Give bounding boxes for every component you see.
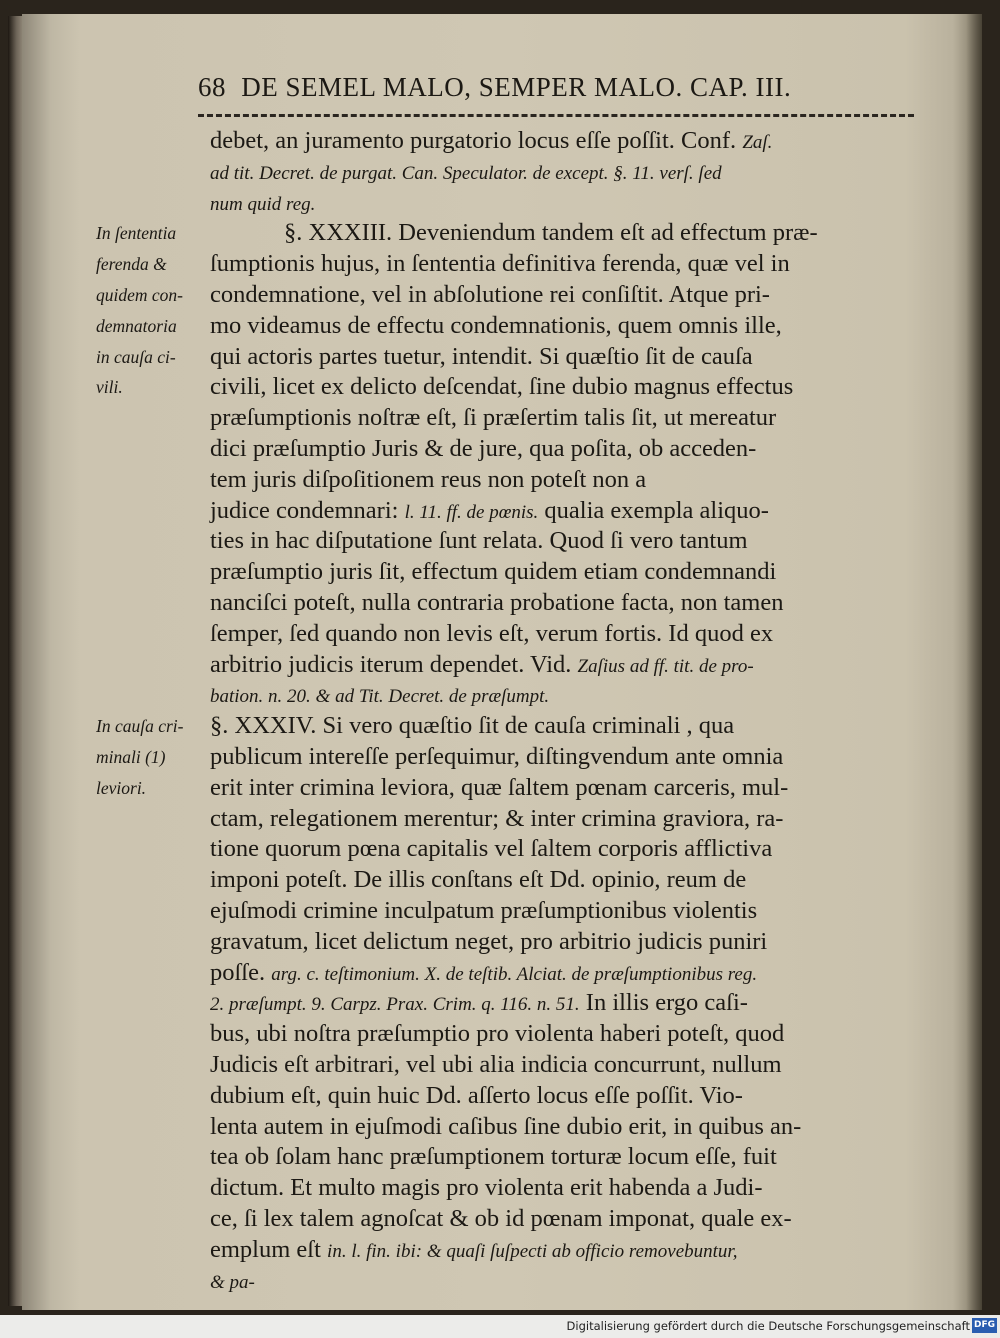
text-line <box>210 680 549 710</box>
line-text: condemnatione, vel in abſolutione rei conſiſtit. Atque pri- <box>210 281 770 308</box>
text-line <box>210 650 754 680</box>
line-citation: l. 11. ff. de pœnis. <box>404 501 539 523</box>
line-text: judice condemnari: <box>210 496 405 524</box>
text-line <box>210 465 646 495</box>
line-text: §. XXXIV. Si vero quæſtio ſit de cauſa criminali , qua <box>210 712 735 740</box>
line-citation: ad tit. Decret. de purgat. Can. Speculator. de except. §. 11. verſ. ſed <box>210 162 722 184</box>
running-title: DE SEMEL MALO, SEMPER MALO. CAP. III. <box>241 72 792 102</box>
line-text: tione quorum pœna capitalis vel ſaltem corporis afflictiva <box>210 835 773 863</box>
text-line <box>210 434 756 464</box>
text-line <box>210 311 782 341</box>
line-text: dici præſumptio Juris & de jure, qua poſita, ob acceden- <box>210 435 757 462</box>
line-text: erit inter crimina leviora, quæ ſaltem pœnam carceris, mul- <box>210 773 789 801</box>
line-citation: num quid reg. <box>210 193 316 215</box>
text-line <box>210 1019 784 1049</box>
text-line <box>210 773 788 803</box>
line-text: civili, licet ex delicto deſcendat, ſine dubio magnus effectus <box>210 373 794 401</box>
line-text: tea ob ſolam hanc præſumptionem torturæ locum eſſe, fuit <box>210 1143 777 1171</box>
text-line <box>210 1112 801 1142</box>
text-line <box>210 188 315 218</box>
text-line <box>210 865 746 895</box>
line-citation: & pa- <box>210 1271 255 1293</box>
line-text: arbitrio judicis iterum dependet. Vid. <box>210 650 578 678</box>
line-text: præſumptionis noſtræ eſt, ſi præſertim talis ſit, ut mereatur <box>210 404 777 432</box>
footer-credit: Digitalisierung gefördert durch die Deutsche Forschungsgemeinschaft <box>566 1319 970 1333</box>
text-line <box>210 588 783 618</box>
line-text: præſumptio juris ſit, effectum quidem etiam condemnandi <box>210 558 777 586</box>
line-text: Judicis eſt arbitrari, vel ubi alia indicia concurrunt, nullum <box>210 1051 782 1078</box>
line-text: dubium eſt, quin huic Dd. aſſerto locus eſſe poſſit. Vio- <box>210 1081 743 1109</box>
book-spine-edge <box>8 16 22 1306</box>
line-text: tem juris diſpoſitionem reus non poteſt non a <box>210 465 647 493</box>
text-line <box>210 834 772 864</box>
text-line <box>210 496 769 526</box>
line-text: emplum eſt <box>210 1235 328 1263</box>
page-number: 68 <box>198 72 226 102</box>
line-text: dictum. Et multo magis pro violenta erit habenda a Judi- <box>210 1174 763 1202</box>
line-text: imponi poteſt. De illis conſtans eſt Dd. opinio, reum de <box>210 866 747 894</box>
text-line <box>210 711 734 741</box>
line-citation: 2. præſumpt. 9. Carpz. Prax. Crim. q. 116. n. 51. <box>210 994 580 1016</box>
text-line <box>210 157 722 187</box>
line-citation: Zaſius ad ff. tit. de pro- <box>577 655 754 677</box>
line-text: ejuſmodi crimine inculpatum præſumptionibus violentis <box>210 897 758 924</box>
line-text: bus, ubi noſtra præſumptio pro violenta haberi poteſt, quod <box>210 1020 785 1048</box>
text-line <box>210 249 790 279</box>
text-line <box>210 958 757 988</box>
header-rule <box>198 114 914 117</box>
line-text: ties in hac diſputatione ſunt relata. Quod ſi vero tantum <box>210 527 748 555</box>
text-line <box>210 1266 255 1296</box>
line-text: nanciſci poteſt, nulla contraria probatione facta, non tamen <box>210 589 784 616</box>
margin-note: leviori. <box>96 777 147 798</box>
text-line <box>210 927 767 957</box>
text-line <box>210 280 770 310</box>
text-line <box>210 526 748 556</box>
line-text: qui actoris partes tuetur, intendit. Si quæſtio ſit de cauſa <box>210 342 753 370</box>
line-text: ctam, relegationem merentur; & inter crimina graviora, ra- <box>210 804 784 832</box>
margin-note: ferenda & <box>96 254 167 275</box>
line-text: poſſe. <box>210 958 272 986</box>
margin-note: vili. <box>96 377 123 398</box>
text-line <box>210 342 753 372</box>
line-tail: qualia exempla aliquo- <box>538 496 769 524</box>
dfg-logo: DFG <box>972 1318 997 1333</box>
line-text: publicum intereſſe perſequimur, diſtingvendum ante omnia <box>210 743 784 770</box>
text-line <box>210 742 783 772</box>
line-text: mo videamus de effectu condemnationis, quem omnis ille, <box>210 311 782 339</box>
text-line <box>210 988 748 1018</box>
text-line <box>210 1142 777 1172</box>
book-page <box>22 14 982 1310</box>
running-header <box>198 72 918 116</box>
line-citation: Zaſ. <box>742 132 773 153</box>
line-citation: in. l. fin. ibi: & quaſi ſuſpecti ab officio removebuntur, <box>327 1240 738 1262</box>
line-citation: bation. n. 20. & ad Tit. Decret. de præſumpt. <box>210 686 550 708</box>
line-text: ce, ſi lex talem agnoſcat & ob id pœnam imponat, quale ex- <box>210 1205 792 1232</box>
text-line <box>210 372 793 402</box>
line-text: ſumptionis hujus, in ſententia definitiva ferenda, quæ vel in <box>210 250 790 278</box>
text-line <box>210 557 776 587</box>
line-text: debet, an juramento purgatorio locus eſſe poſſit. Conf. <box>210 127 743 154</box>
text-line <box>210 1050 782 1080</box>
text-line <box>210 804 783 834</box>
text-line <box>210 126 772 156</box>
text-line <box>210 1081 743 1111</box>
text-line <box>210 1235 737 1265</box>
margin-note: demnatoria <box>96 315 177 336</box>
margin-note: minali (1) <box>96 747 166 767</box>
margin-note: In cauſa cri- <box>96 716 184 737</box>
line-text: lenta autem in ejuſmodi caſibus ſine dubio erit, in quibus an- <box>210 1112 802 1140</box>
margin-note: quidem con- <box>96 285 183 305</box>
text-line <box>284 218 818 248</box>
line-citation: arg. c. teſtimonium. X. de teſtib. Alciat. de præſumptionibus reg. <box>271 963 758 985</box>
text-line <box>210 403 776 433</box>
line-text: §. XXXIII. Deveniendum tandem eſt ad effectum præ- <box>284 219 818 247</box>
text-line <box>210 1204 792 1234</box>
margin-note: In ſententia <box>96 223 177 244</box>
margin-note: in cauſa ci- <box>96 346 176 367</box>
text-line <box>210 896 757 926</box>
line-tail: In illis ergo caſi- <box>579 989 748 1017</box>
text-line <box>210 1173 762 1203</box>
text-line <box>210 619 773 649</box>
line-text: ſemper, ſed quando non levis eſt, verum fortis. Id quod ex <box>210 619 774 647</box>
line-text: gravatum, licet delictum neget, pro arbitrio judicis puniri <box>210 927 768 955</box>
